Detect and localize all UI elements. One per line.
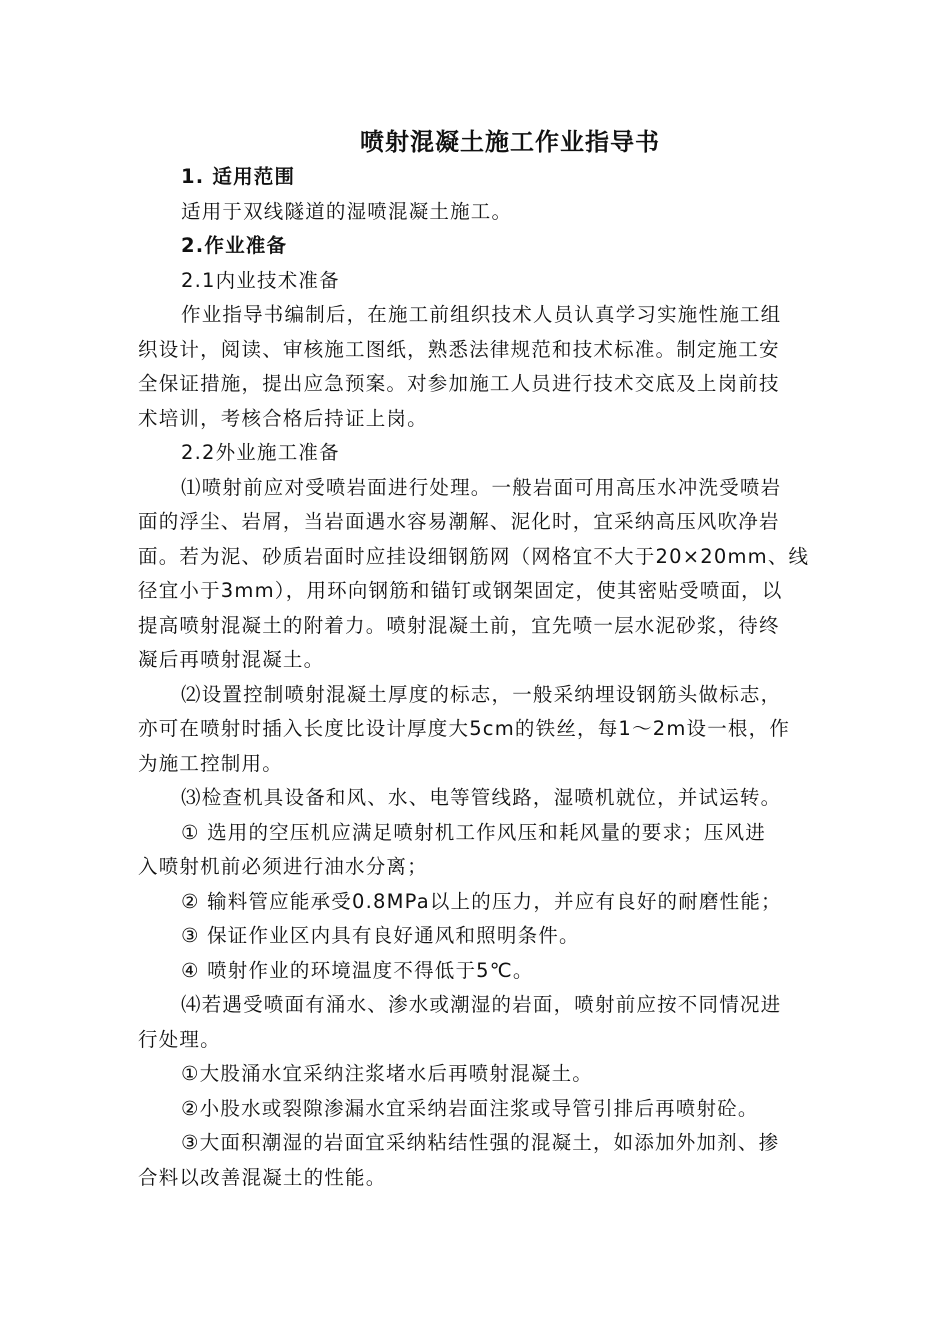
paragraph-line: 凝后再喷射混凝土。 — [138, 648, 325, 671]
paragraph-line: 为施工控制用。 — [138, 751, 283, 775]
paragraph-line: 织设计，阅读、审核施工图纸，熟悉法律规范和技术标准。制定施工安 — [138, 337, 780, 361]
paragraph-line: ⑴喷射前应对受喷岩面进行处理。一般岩面可用高压水冲洗受喷岩 — [181, 475, 782, 499]
paragraph-line: ⑷若遇受喷面有涌水、渗水或潮湿的岩面，喷射前应按不同情况进 — [181, 993, 782, 1016]
document-title: 喷射混凝土施工作业指导书 — [360, 128, 660, 156]
section-2-1-heading: 2.1内业技术准备 — [181, 268, 340, 292]
paragraph-line: 入喷射机前必须进行油水分离； — [138, 855, 428, 878]
item-2-paragraph — [138, 678, 832, 782]
item-3-sub-4: ④ 喷射作业的环境温度不得低于5℃。 — [181, 958, 534, 982]
paragraph-line: 径宜小于3mm），用环向钢筋和锚钉或钢架固定，使其密贴受喷面，以 — [138, 579, 783, 602]
paragraph-line: 亦可在喷射时插入长度比设计厚度大5cm的铁丝，每1～2m设一根，作 — [138, 717, 791, 740]
item-4-sub-2: ②小股水或裂隙渗漏水宜采纳岩面注浆或导管引排后再喷射砼。 — [181, 1096, 759, 1120]
section-2-1-paragraph — [138, 298, 832, 436]
section-2-2-heading: 2.2外业施工准备 — [181, 441, 340, 464]
paragraph-line: 术培训，考核合格后持证上岗。 — [138, 406, 428, 430]
section-1-heading: 1. 适用范围 — [181, 165, 296, 188]
paragraph-line: 面。若为泥、砂质岩面时应挂设细钢筋网（网格宜不大于20×20mm、线 — [138, 544, 810, 568]
item-3-sub-3: ③ 保证作业区内具有良好通风和照明条件。 — [181, 924, 580, 947]
paragraph-line: 行处理。 — [138, 1027, 221, 1051]
item-4-paragraph — [138, 988, 832, 1057]
item-1-paragraph — [138, 471, 832, 678]
paragraph-line: ⑵设置控制喷射混凝土厚度的标志，一般采纳埋设钢筋头做标志， — [181, 682, 782, 706]
item-3-sub-1 — [138, 816, 832, 885]
paragraph-line: ① 选用的空压机应满足喷射机工作风压和耗风量的要求；压风进 — [181, 820, 766, 844]
item-4-sub-3 — [138, 1126, 832, 1195]
paragraph-line: 作业指导书编制后，在施工前组织技术人员认真学习实施性施工组 — [181, 303, 782, 326]
paragraph-line: 全保证措施，提出应急预案。对参加施工人员进行技术交底及上岗前技 — [138, 372, 780, 395]
paragraph-line: 面的浮尘、岩屑，当岩面遇水容易潮解、泥化时，宜采纳高压风吹净岩 — [138, 510, 780, 533]
item-3-sub-2: ② 输料管应能承受0.8MPa以上的压力，并应有良好的耐磨性能； — [181, 889, 782, 913]
section-2-heading: 2.作业准备 — [181, 234, 288, 257]
document-body — [138, 160, 832, 1195]
section-1-text: 适用于双线隧道的湿喷混凝土施工。 — [181, 199, 513, 223]
paragraph-line: ③大面积潮湿的岩面宜采纳粘结性强的混凝土，如添加外加剂、掺 — [181, 1131, 780, 1154]
item-3-line: ⑶检查机具设备和风、水、电等管线路，湿喷机就位，并试运转。 — [181, 786, 782, 809]
paragraph-line: 合料以改善混凝土的性能。 — [138, 1165, 387, 1189]
paragraph-line: 提高喷射混凝土的附着力。喷射混凝土前，宜先喷一层水泥砂浆，待终 — [138, 613, 780, 637]
item-4-sub-1: ①大股涌水宜采纳注浆堵水后再喷射混凝土。 — [181, 1062, 593, 1085]
